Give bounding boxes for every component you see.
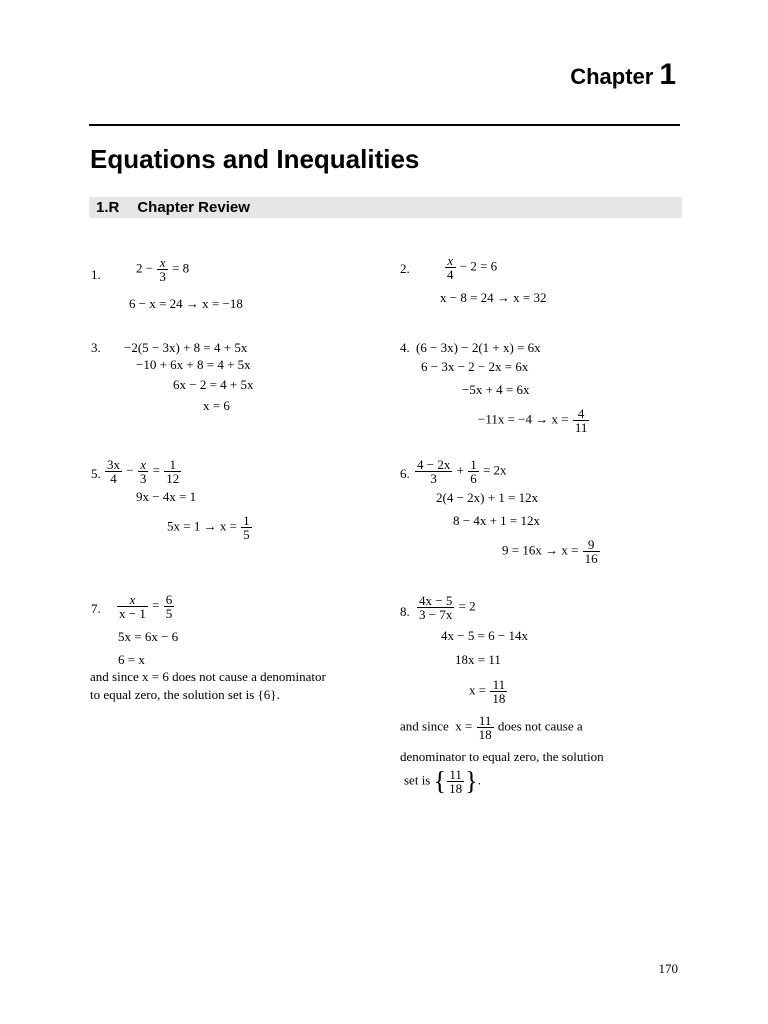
p8-s-num: 11 [447, 768, 464, 782]
problem-6-line-3: 8 − 4x + 1 = 12x [453, 513, 540, 528]
p7-eq: = [152, 597, 160, 613]
p4-den: 11 [574, 420, 588, 435]
problem-5-result [167, 514, 253, 541]
p8-note-b: does not cause a [497, 718, 583, 734]
p5-r-den: 5 [243, 527, 250, 542]
left-brace: { [433, 766, 447, 796]
problem-4-label: 4. [400, 340, 410, 355]
p1-num: x [159, 255, 166, 270]
p7-f2-num: 6 [165, 592, 173, 607]
p1-term: 2 − [136, 260, 154, 276]
p7-fraction-1 [117, 593, 148, 620]
problem-7-note-1: and since x = 6 does not cause a denominator [90, 669, 326, 684]
p8-note-x: x = [455, 718, 473, 734]
chapter-number: 1 [659, 58, 676, 91]
chapter-heading [570, 58, 676, 92]
p5-result-fraction [241, 514, 252, 541]
problem-4-line-3: −5x + 4 = 6x [462, 382, 530, 397]
p1-rhs: = 8 [172, 260, 190, 276]
p5-fraction-1 [105, 458, 122, 485]
problem-3-line-2: −10 + 6x + 8 = 4 + 5x [136, 357, 251, 372]
problem-8-line-3: 18x = 11 [455, 652, 501, 667]
p7-f1-den: x − 1 [119, 606, 146, 621]
p6-f1-den: 3 [430, 471, 437, 486]
problem-3-line-3: 6x − 2 = 4 + 5x [173, 377, 254, 392]
problem-4-line-4 [478, 407, 590, 434]
problem-6-label: 6. [400, 466, 410, 481]
p4-lhs: −11x = −4 → x = [478, 411, 569, 427]
p8-set-label: set is [404, 772, 431, 788]
p6-r-num: 9 [583, 538, 600, 552]
p6-plus: + [456, 462, 464, 478]
p8-note-a: and since [400, 718, 449, 734]
p2-num: x [447, 253, 454, 268]
p8-s-den: 18 [449, 781, 463, 796]
problem-8-solution-set [404, 768, 481, 795]
p5-f1-den: 4 [110, 471, 117, 486]
section-title: Chapter Review [137, 199, 250, 216]
p8-f1-num: 4x − 5 [419, 593, 453, 608]
p7-f2-den: 5 [165, 606, 173, 621]
problem-4-line-1: (6 − 3x) − 2(1 + x) = 6x [416, 340, 541, 355]
problem-3-line-1: −2(5 − 3x) + 8 = 4 + 5x [124, 340, 248, 355]
section-bar [89, 197, 682, 218]
problem-6-result [502, 538, 601, 565]
p5-f1-num: 3x [107, 457, 120, 472]
p6-rhs: = 2x [482, 462, 507, 478]
problem-1-step: 6 − x = 24 → x = −18 [129, 296, 243, 311]
p4-num: 4 [573, 407, 590, 421]
p5-f2-den: 3 [139, 471, 147, 486]
problem-7-equation [116, 593, 175, 620]
p1-den: 3 [159, 269, 166, 284]
p5-eq: = [152, 462, 160, 478]
chapter-label: Chapter [570, 64, 654, 89]
p8-n-den: 18 [478, 727, 492, 742]
problem-7-label: 7. [91, 601, 101, 616]
p7-f1-num: x [129, 592, 136, 607]
problem-8-note-1 [400, 714, 583, 741]
problem-5-label: 5. [91, 466, 101, 481]
problem-6-equation [414, 458, 507, 485]
p5-minus: − [126, 462, 134, 478]
p6-r-den: 16 [584, 551, 598, 566]
problem-5-step: 9x − 4x = 1 [136, 489, 197, 504]
p8-rhs: = 2 [458, 598, 476, 614]
p8-set-end: . [477, 772, 481, 788]
p6-f2-den: 6 [470, 471, 477, 486]
page-title: Equations and Inequalities [90, 144, 420, 174]
problem-4-line-2: 6 − 3x − 2 − 2x = 6x [421, 359, 529, 374]
problem-8-label: 8. [400, 604, 410, 619]
problem-1-equation [136, 256, 189, 283]
p6-lhs: 9 = 16x → x = [502, 542, 579, 558]
p8-n-num: 11 [477, 714, 494, 728]
p8-fraction [417, 594, 454, 621]
p6-result-fraction [583, 538, 600, 565]
problem-3-line-4: x = 6 [203, 398, 230, 413]
p8-x-eq: x = [469, 682, 487, 698]
problem-2-label: 2. [400, 261, 410, 276]
problem-3-label: 3. [91, 340, 101, 355]
problem-5-equation [104, 458, 182, 485]
problem-2-equation [444, 254, 497, 281]
problem-1-label: 1. [91, 267, 101, 282]
section-number: 1.R [96, 199, 120, 216]
p2-den: 4 [447, 267, 454, 282]
p4-fraction [573, 407, 590, 434]
p8-r-den: 18 [492, 691, 506, 706]
right-brace: } [465, 766, 478, 796]
p1-fraction [157, 256, 168, 283]
p6-f2-num: 1 [470, 457, 477, 472]
p5-f2-num: x [140, 457, 146, 472]
p6-fraction-1 [415, 458, 452, 485]
problem-7-note-2: to equal zero, the solution set is {6}. [90, 687, 280, 702]
p5-r-num: 1 [243, 513, 250, 528]
p8-set-fraction [447, 768, 464, 795]
page-number: 170 [658, 961, 678, 976]
p8-note-fraction [477, 714, 494, 741]
header-rule [89, 124, 680, 126]
problem-6-line-2: 2(4 − 2x) + 1 = 12x [436, 490, 539, 505]
p6-f1-num: 4 − 2x [417, 457, 451, 472]
problem-8-note-2: denominator to equal zero, the solution [400, 749, 604, 764]
p5-fraction-3 [164, 458, 181, 485]
p8-r-num: 11 [490, 678, 507, 692]
p5-lhs: 5x = 1 → x = [167, 518, 237, 534]
p5-f3-num: 1 [164, 458, 181, 472]
p8-f1-den: 3 − 7x [419, 607, 453, 622]
p8-result-fraction [490, 678, 507, 705]
problem-7-line-3: 6 = x [118, 652, 145, 667]
p2-rhs: − 2 = 6 [459, 258, 498, 274]
p2-fraction [445, 254, 456, 281]
problem-8-result [469, 678, 508, 705]
problem-8-equation [416, 594, 476, 621]
p5-f3-den: 12 [166, 471, 180, 486]
p7-fraction-2 [164, 593, 175, 620]
problem-2-step: x − 8 = 24 → x = 32 [440, 290, 547, 305]
problem-7-line-2: 5x = 6x − 6 [118, 629, 179, 644]
p6-fraction-2 [468, 458, 479, 485]
p5-fraction-2 [138, 458, 149, 485]
problem-8-line-2: 4x − 5 = 6 − 14x [441, 628, 528, 643]
